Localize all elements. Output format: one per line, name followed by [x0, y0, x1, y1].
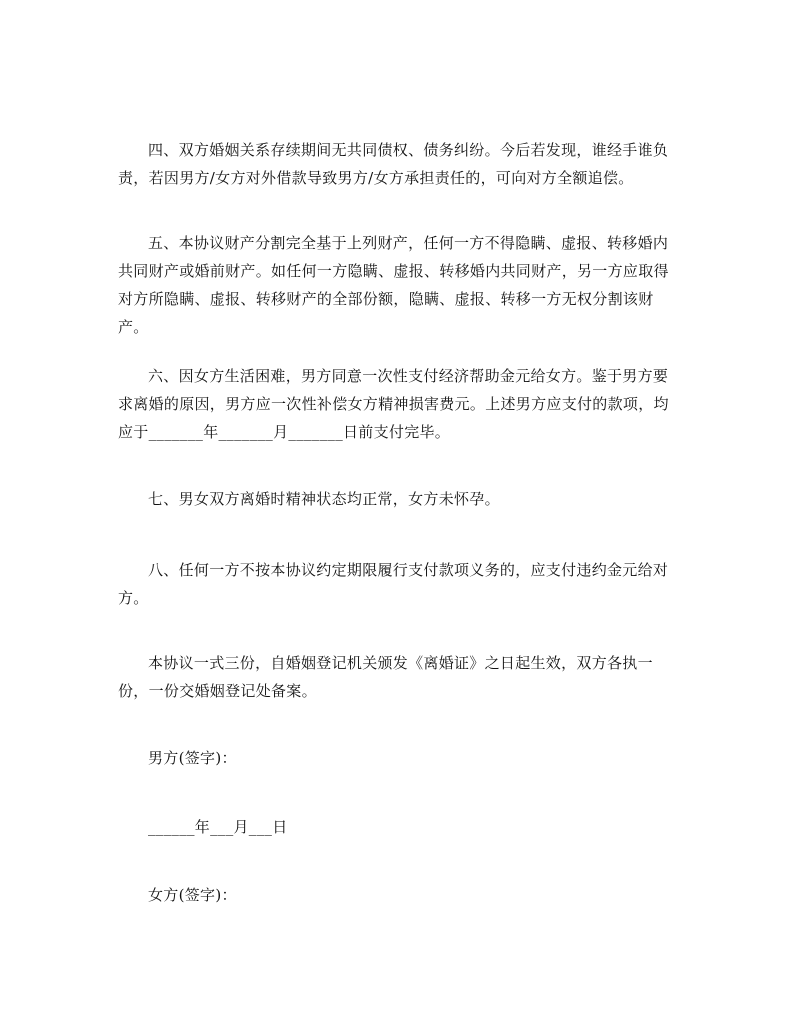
clause-5-property-concealment: 五、本协议财产分割完全基于上列财产，任何一方不得隐瞒、虚报、转移婚内共同财产或婚前财产。如任何一方隐瞒、虚报、转移婚内共同财产，另一方应取得对方所隐瞒、虚报、转移财产的全部份额，隐瞒、虚报、转移一方无权分割该财产。 — [118, 234, 669, 336]
clause-8-breach-penalty: 八、任何一方不按本协议约定期限履行支付款项义务的，应支付违约金元给对方。 — [118, 561, 669, 607]
clause-7-mental-state: 七、男女双方离婚时精神状态均正常，女方未怀孕。 — [148, 490, 500, 508]
female-signature-label: 女方(签字)： — [148, 886, 237, 904]
clause-4-debts: 四、双方婚姻关系存续期间无共同债权、债务纠纷。今后若发现，谁经手谁负责，若因男方/女方对外借款导致男方/女方承担责任的，可向对方全额追偿。 — [118, 141, 669, 187]
agreement-copies-clause: 本协议一式三份，自婚姻登记机关颁发《离婚证》之日起生效，双方各执一份，一份交婚姻登记处备案。 — [118, 654, 653, 700]
clause-6-financial-assistance: 六、因女方生活困难，男方同意一次性支付经济帮助金元给女方。鉴于男方要求离婚的原因，男方应一次性补偿女方精神损害费元。上述男方应支付的款项，均应于_______年_______月_______日前支付完毕。 — [118, 367, 669, 441]
male-signature-label: 男方(签字)： — [148, 749, 237, 767]
signature-date-line: ______年___月___日 — [148, 818, 288, 836]
